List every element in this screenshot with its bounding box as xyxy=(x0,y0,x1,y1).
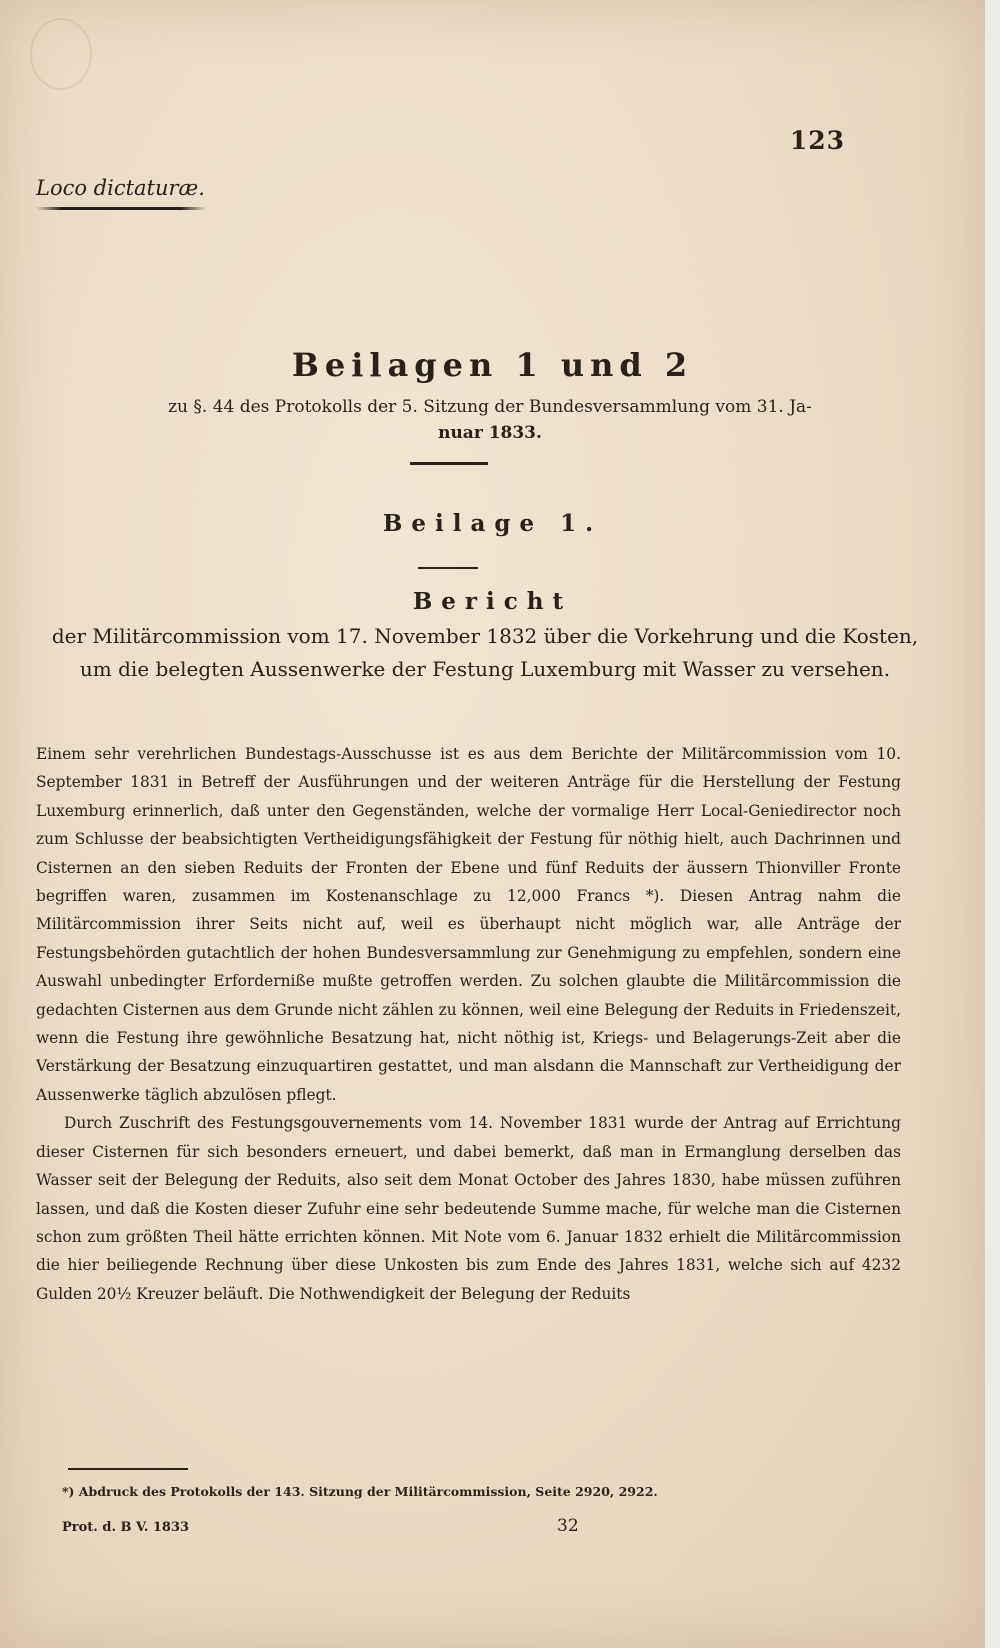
divider-rule-small xyxy=(418,567,478,569)
main-title: Beilagen 1 und 2 xyxy=(291,346,694,384)
beilage-heading: Beilage 1. xyxy=(382,510,603,537)
loco-dictaturae-note: Loco dictaturæ. xyxy=(36,176,205,200)
footnote-rule xyxy=(68,1468,188,1470)
body-text xyxy=(36,740,901,1308)
subtitle-line-2: nuar 1833. xyxy=(438,423,542,443)
loco-underline xyxy=(36,207,206,210)
sheet-number: 32 xyxy=(557,1516,579,1536)
signature-mark: Prot. d. B V. 1833 xyxy=(62,1520,190,1535)
bericht-subtitle xyxy=(30,620,940,686)
library-stamp xyxy=(30,18,92,90)
bericht-heading: Bericht xyxy=(412,588,573,615)
scan-margin xyxy=(985,0,1000,1648)
paragraph-1: Einem sehr verehrlichen Bundestags-Ausschusse ist es aus dem Berichte der Militärcommission vom 10. September 1831 in Betreff der Ausführungen und der weiteren Anträge für die Herstellung der Festung Luxemburg erinnerlich, daß unter den Gegenständen, welche der vormalige Herr Local-Geniedirector noch zum Schlusse der beabsichtigten Vertheidigungsfähigkeit der Festung für nöthig hielt, auch Dachrinnen und Cisternen an den sieben Reduits der Fronten der Ebene und fünf Reduits der äussern Thionviller Fronte begriffen waren, zusammen im Kostenanschlage zu 12,000 Francs *). Diesen Antrag nahm die Militärcommission ihrer Seits nicht auf, weil es überhaupt nicht möglich war, alle Anträge der Festungsbehörden gutachtlich der hohen Bundesversammlung zur Genehmigung zu empfehlen, sondern eine Auswahl unbedingter Erforderniße mußte getroffen werden. Zu solchen glaubte die Militärcommission die gedachten Cisternen aus dem Grunde nicht zählen zu können, weil eine Belegung der Reduits in Friedenszeit, wenn die Festung ihre gewöhnliche Besatzung hat, nicht nöthig ist, Kriegs- und Belagerungs-Zeit aber die Verstärkung der Besatzung einzuquartiren gestattet, und man alsdann die Mannschaft zur Vertheidigung der Aussenwerke täglich abzulösen pflegt. xyxy=(36,745,901,1104)
bericht-subtitle-line-2: um die belegten Aussenwerke der Festung Luxemburg mit Wasser zu versehen. xyxy=(79,657,891,681)
subtitle-line-1: zu §. 44 des Protokolls der 5. Sitzung der Bundesversammlung vom 31. Ja- xyxy=(168,397,812,417)
bericht-subtitle-line-1: der Militärcommission vom 17. November 1832 über die Vorkehrung und die Kosten, xyxy=(51,624,919,648)
paragraph-2: Durch Zuschrift des Festungsgouvernements vom 14. November 1831 wurde der Antrag auf Errichtung dieser Cisternen für sich besonders erneuert, und dabei bemerkt, daß man in Ermanglung derselben das Wasser seit der Belegung der Reduits, also seit dem Monat October des Jahres 1830, habe müssen zuführen lassen, und daß die Kosten dieser Zufuhr eine sehr bedeutende Summe mache, für welche man die Cisternen schon zum größten Theil hätte errichten können. Mit Note vom 6. Januar 1832 erhielt die Militärcommission die hier beiliegende Rechnung über diese Unkosten bis zum Ende des Jahres 1831, welche sich auf 4232 Gulden 20½ Kreuzer beläuft. Die Nothwendigkeit der Belegung der Reduits xyxy=(36,1114,901,1303)
page-number: 123 xyxy=(789,126,845,155)
divider-rule xyxy=(410,462,488,465)
main-subtitle xyxy=(90,394,890,446)
footnote: *) Abdruck des Protokolls der 143. Sitzung der Militärcommission, Seite 2920, 2922. xyxy=(62,1484,658,1499)
